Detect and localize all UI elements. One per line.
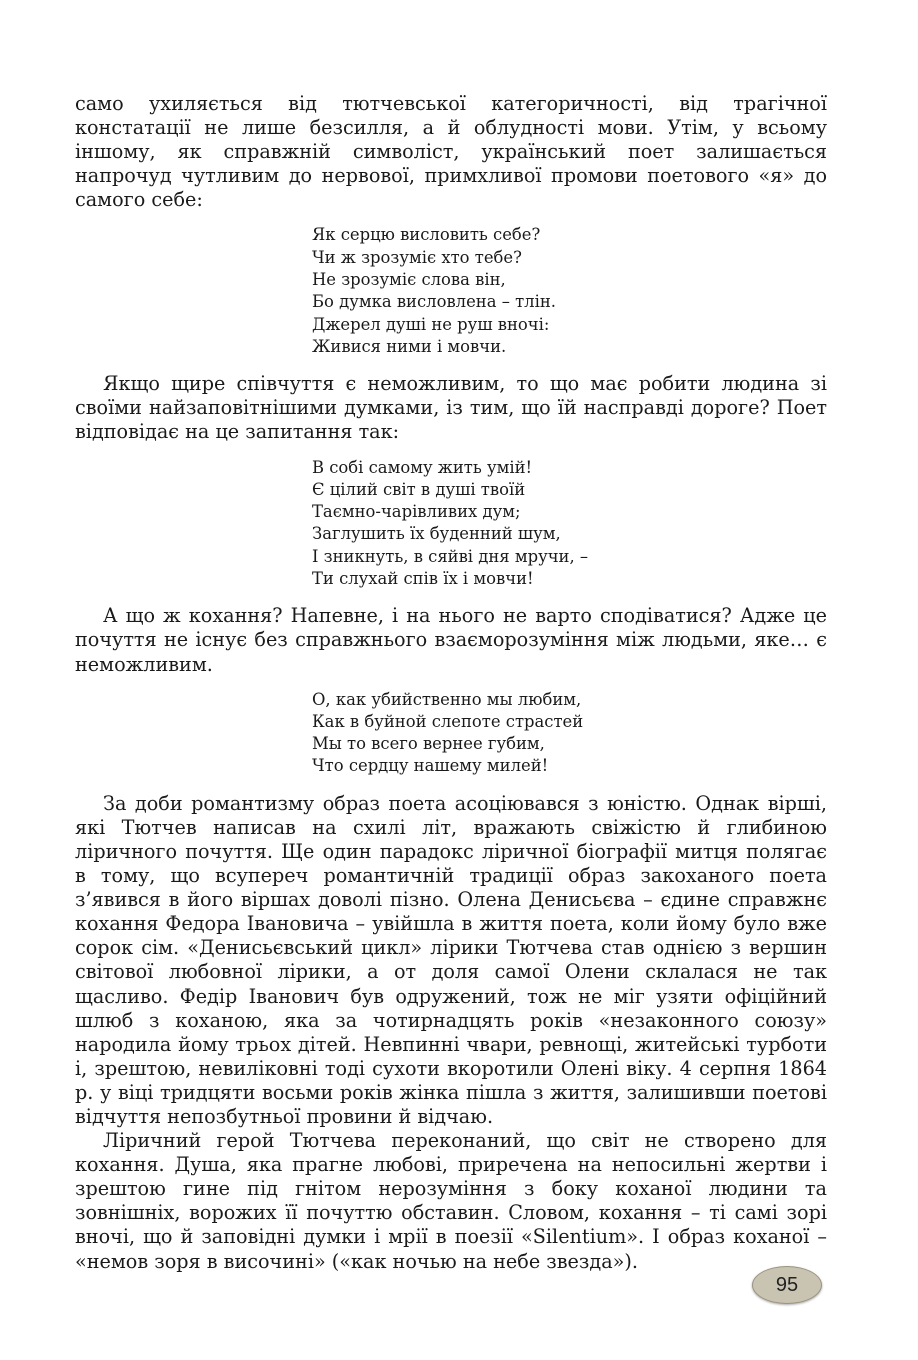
verse-line: Что сердцу нашему милей! [312, 756, 549, 776]
paragraph: само ухиляється від тютчевської категоричності, від трагічної констатації не лише безсилля, а й облудності мови. Утім, у всьому іншому, як справжній символіст, український поет залишається напрочуд чутливим до нервової, примхливої промови поетового «я» до самого себе: [75, 92, 827, 212]
verse-line: Таємно-чарівливих дум; [312, 502, 521, 522]
paragraph: За доби романтизму образ поета асоціювався з юністю. Однак вірші, які Тютчев написав на схилі літ, вражають свіжістю й глибиною ліричного почуття. Ще один парадокс ліричної біографії митця полягає в тому, що всупереч романтичній традиції образ закоханого поета з’явився в його віршах доволі пізно. Олена Денисьєва – єдине справжнє кохання Федора Івановича – увійшла в життя поета, коли йому було вже сорок сім. «Денисьєвський цикл» лірики Тютчева став однією з вершин світової любовної лірики, а от доля самої Олени склалася не так щасливо. Федір Іванович був одружений, тож не міг узяти офіційний шлюб з коханою, яка за чотирнадцять років «незаконного союзу» народила йому трьох дітей. Невпинні чвари, ревнощі, житейські турботи і, зрештою, невиліковні тоді сухоти вкоротили Олені віку. 4 серпня 1864 р. у віці тридцяти восьми років жінка пішла з життя, залишивши поетові відчуття непозбутньої провини й відчаю. [75, 791, 827, 1128]
verse-line: Як серцю висловить себе? [312, 225, 541, 245]
verse-line: Не зрозуміє слова він, [312, 270, 506, 290]
verse-line: О, как убийственно мы любим, [312, 689, 582, 709]
verse-line: В собі самому жить умій! [312, 457, 533, 477]
paragraph: Якщо щире співчуття є неможливим, то що має робити людина зі своїми найзаповітнішими думками, із тим, що їй насправді дороге? Поет відповідає на це запитання так: [75, 372, 827, 444]
paragraph: А що ж кохання? Напевне, і на нього не варто сподіватися? Адже це почуття не існує без справжнього взаєморозуміння між людьми, яке… є неможливим. [75, 604, 827, 676]
page-body [75, 92, 827, 1274]
verse-line: Живися ними і мовчи. [312, 336, 507, 356]
verse-line: Ти слухай спів їх і мовчи! [312, 569, 534, 589]
verse-line: Заглушить їх буденний шум, [312, 524, 561, 544]
poem-stanza-3 [312, 689, 827, 778]
verse-line: Джерел душі не руш вночі: [312, 314, 550, 334]
page-number: 95 [752, 1266, 822, 1304]
verse-line: Є цілий світ в душі твоїй [312, 479, 526, 499]
poem-stanza-2 [312, 457, 827, 591]
verse-line: І зникнуть, в сяйві дня мручи, – [312, 546, 589, 566]
paragraph: Ліричний герой Тютчева переконаний, що світ не створено для кохання. Душа, яка прагне любові, приречена на непосильні жертви і зрештою гине під гнітом нерозуміння з боку коханої людини та зовнішніх, ворожих її почуттю обставин. Словом, кохання – ті самі зорі вночі, що й заповідні думки і мрії в поезії «Silentium». І образ коханої – «немов зоря в височині» («как ночью на небе звезда»). [75, 1129, 827, 1273]
verse-line: Бо думка висловлена – тлін. [312, 292, 556, 312]
poem-stanza-1 [312, 224, 827, 358]
verse-line: Чи ж зрозуміє хто тебе? [312, 247, 522, 267]
verse-line: Как в буйной слепоте страстей [312, 711, 584, 731]
verse-line: Мы то всего вернее губим, [312, 734, 545, 754]
